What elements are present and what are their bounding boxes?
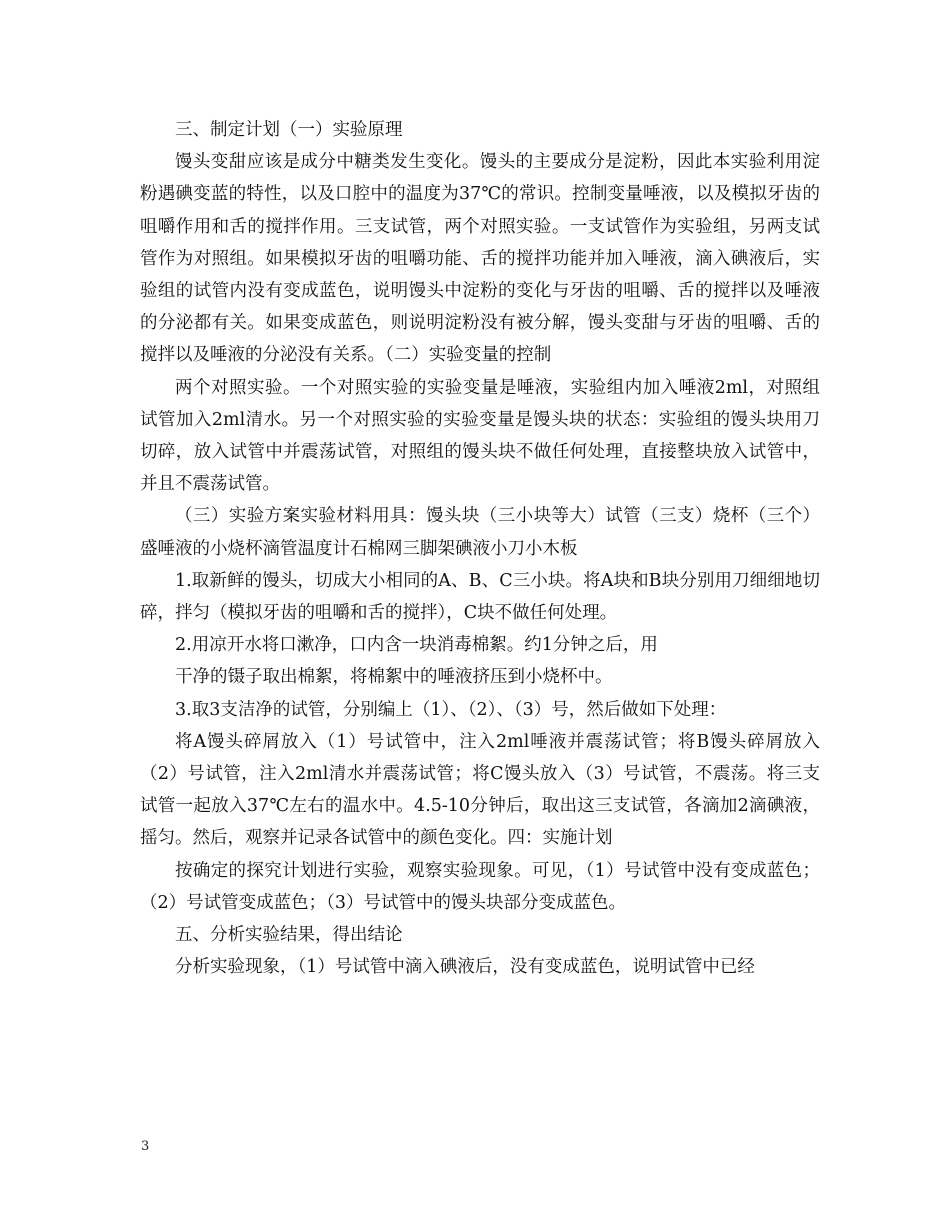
paragraph: 两个对照实验。一个对照实验的实验变量是唾液，实验组内加入唾液2ml，对照组试管加入2ml清水。另一个对照实验的实验变量是馒头块的状态：实验组的馒头块用刀切碎，放入试管中并震荡试管，对照组的馒头块不做任何处理，直接整块放入试管中，并且不震荡试管。 bbox=[140, 377, 820, 495]
paragraph: 1.取新鲜的馒头，切成大小相同的A、B、C三小块。将A块和B块分别用刀细细地切碎，拌匀（模拟牙齿的咀嚼和舌的搅拌），C块不做任何处理。 bbox=[140, 570, 820, 624]
text-line: 干净的镊子取出棉絮，将棉絮中的唾液挤压到小烧杯中。 bbox=[175, 667, 613, 688]
text-line: 3.取3支洁净的试管，分别编上（1）、（2）、（3）号，然后做如下处理： bbox=[175, 699, 727, 720]
paragraph: 分析实验现象，（1）号试管中滴入碘液后，没有变成蓝色，说明试管中已经 bbox=[175, 957, 755, 978]
paragraph: （三）实验方案实验材料用具：馒头块（三小块等大）试管（三支）烧杯（三个）盛唾液的小烧杯滴管温度计石棉网三脚架碘液小刀小木板 bbox=[140, 506, 820, 559]
page-number: 3 bbox=[141, 1139, 150, 1154]
paragraph: 按确定的探究计划进行实验，观察实验现象。可见，（1）号试管中没有变成蓝色；（2）号试管变成蓝色；（3）号试管中的馒头块部分变成蓝色。 bbox=[140, 860, 820, 913]
section-heading: 五、分析实验结果，得出结论 bbox=[175, 925, 403, 946]
section-heading: 三、制定计划（一）实验原理 bbox=[175, 120, 403, 140]
paragraph: 将A馒头碎屑放入（1）号试管中，注入2ml唾液并震荡试管；将B馒头碎屑放入（2）号试管，注入2ml清水并震荡试管；将C馒头放入（3）号试管，不震荡。将三支试管一起放入37℃左右的温水中。4.5-10分钟后，取出这三支试管，各滴加2滴碘液，摇匀。然后，观察并记录各试管中的颜色变化。四：实施计划 bbox=[140, 731, 820, 849]
document-body bbox=[140, 114, 820, 983]
paragraph: 馒头变甜应该是成分中糖类发生变化。馒头的主要成分是淀粉，因此本实验利用淀粉遇碘变蓝的特性，以及口腔中的温度为37℃的常识。控制变量唾液，以及模拟牙齿的咀嚼作用和舌的搅拌作用。三支试管，两个对照实验。一支试管作为实验组，另两支试管作为对照组。如果模拟牙齿的咀嚼功能、舌的搅拌功能并加入唾液，滴入碘液后，实验组的试管内没有变成蓝色，说明馒头中淀粉的变化与牙齿的咀嚼、舌的搅拌以及唾液的分泌都有关。如果变成蓝色，则说明淀粉没有被分解，馒头变甜与牙齿的咀嚼、舌的搅拌以及唾液的分泌没有关系。（二）实验变量的控制 bbox=[140, 152, 820, 366]
text-line: 2.用凉开水将口漱净，口内含一块消毒棉絮。约1分钟之后，用 bbox=[175, 635, 658, 656]
